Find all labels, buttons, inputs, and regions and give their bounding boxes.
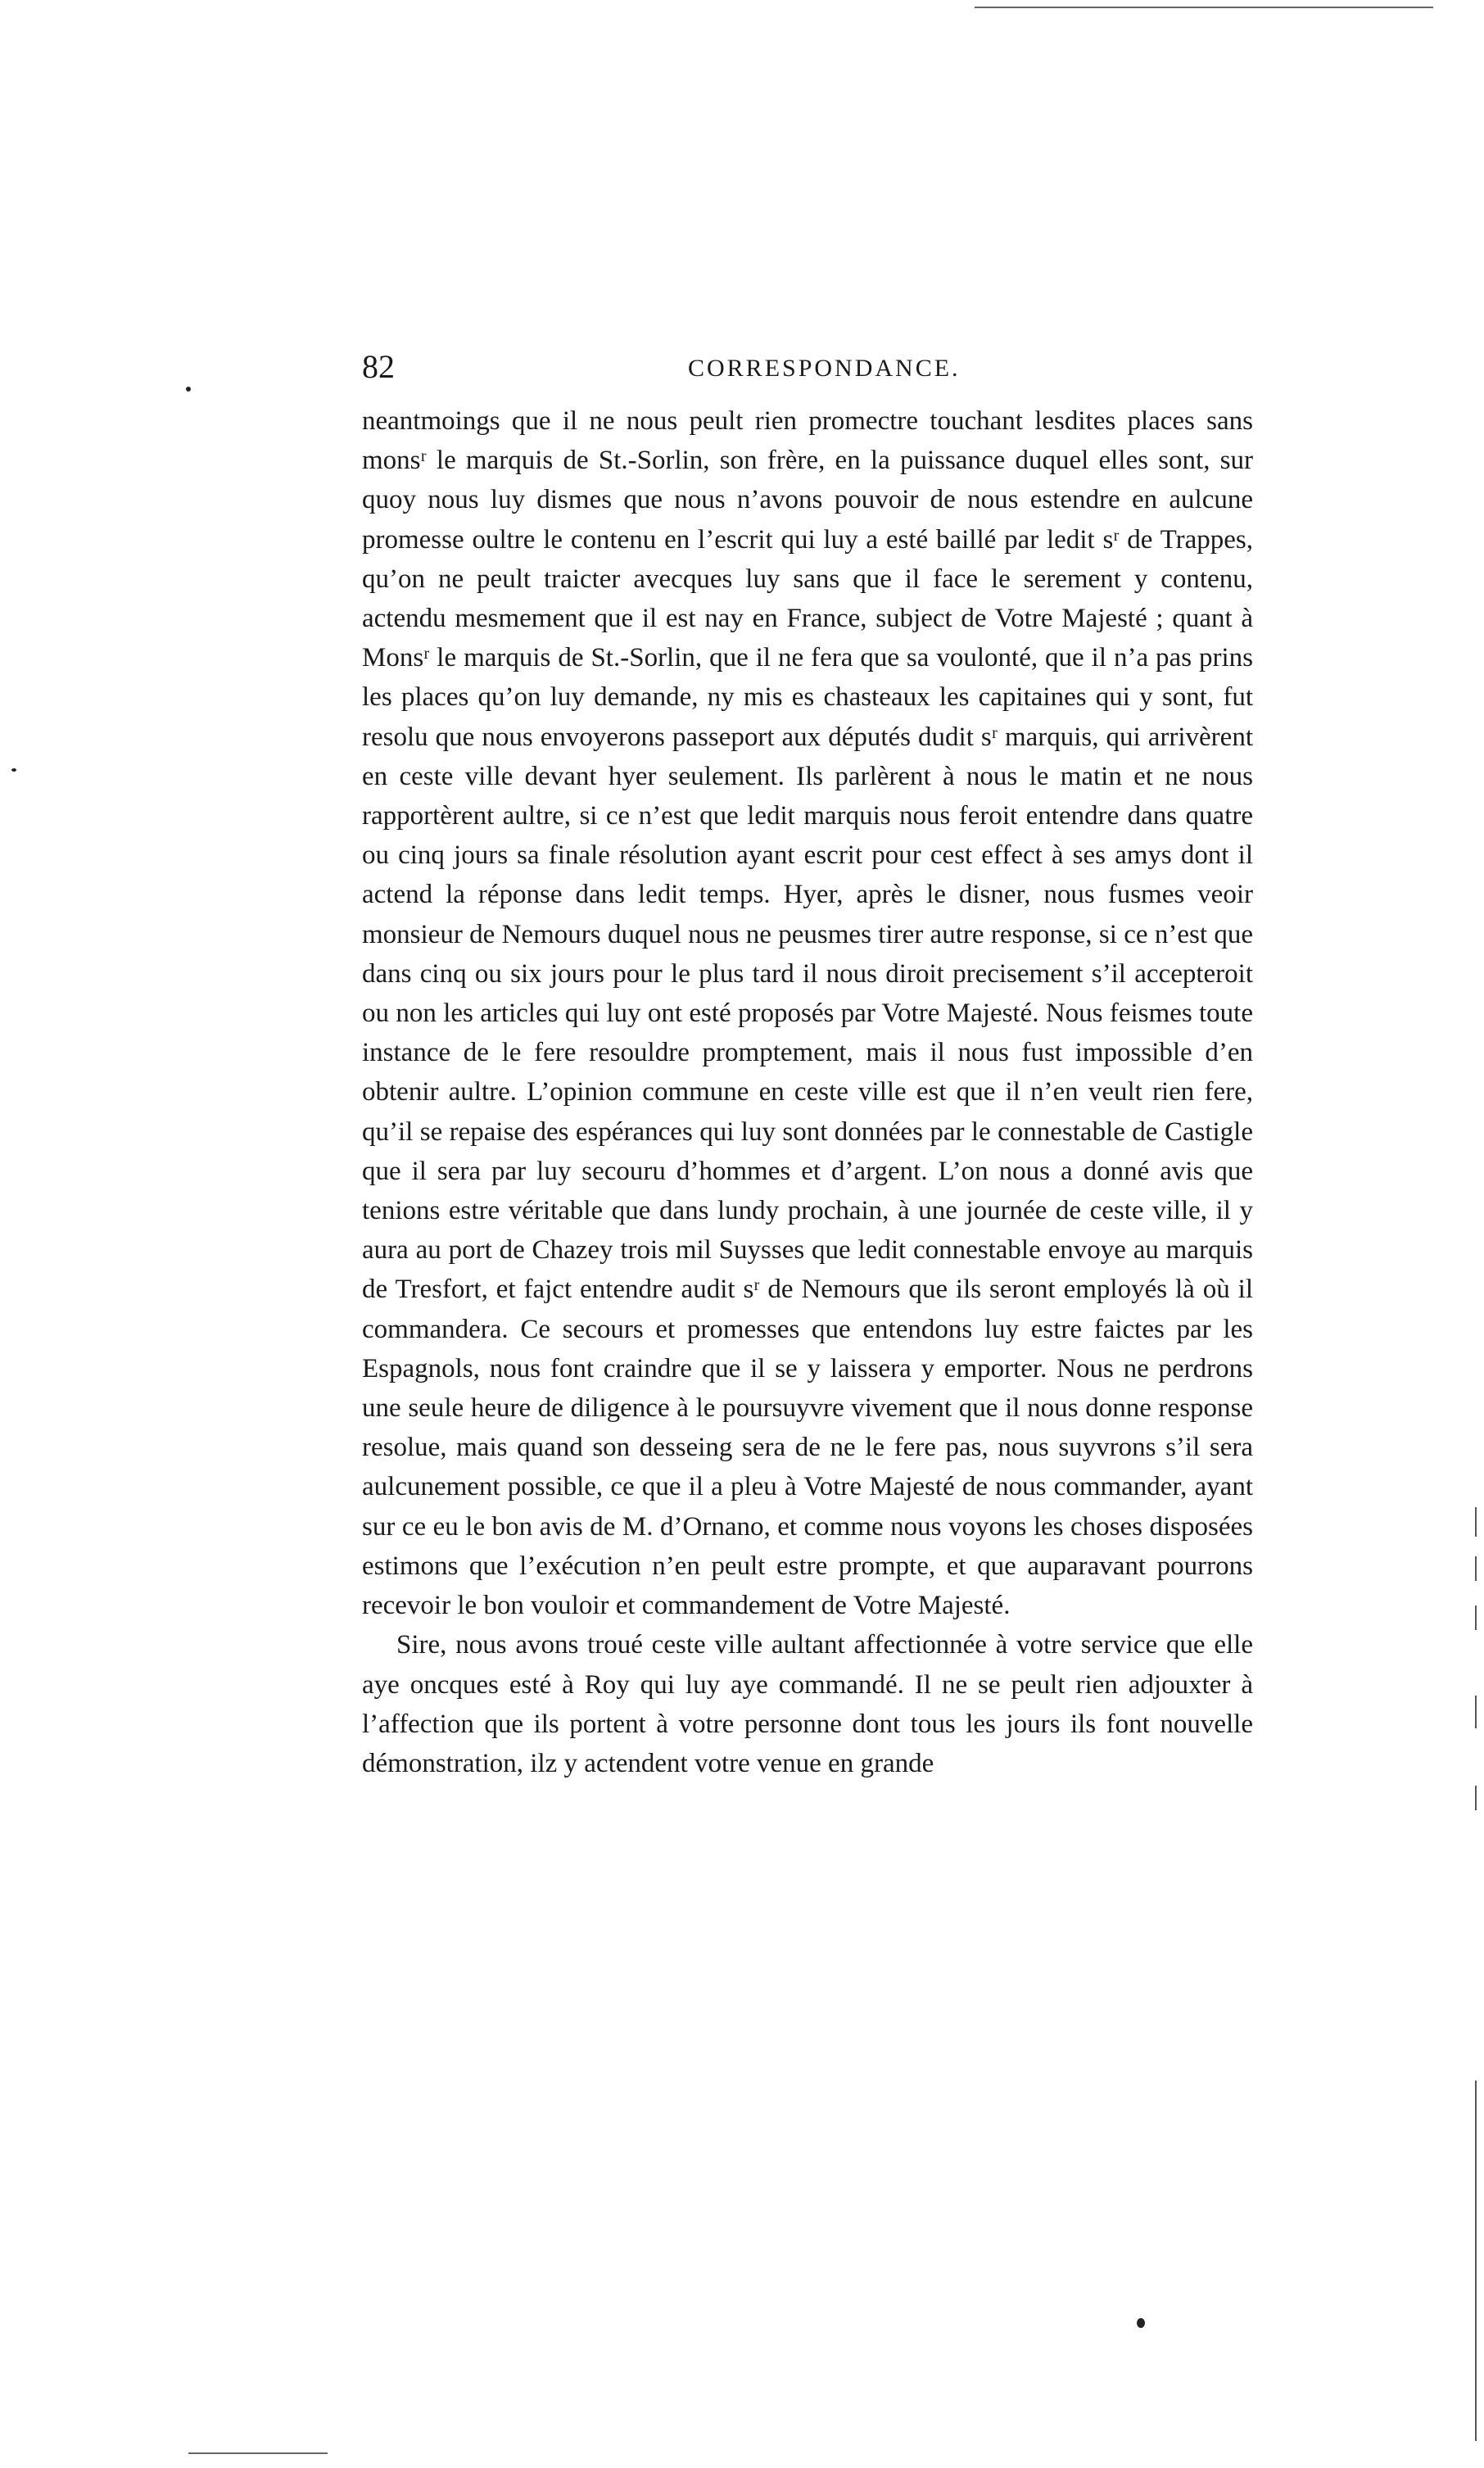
right-edge-rule	[1475, 1605, 1477, 1630]
paragraph-2: Sire, nous avons troué ceste ville aultant affectionnée à votre service que elle aye oncques esté à Roy qui luy aye commandé. Il ne se peult rien adjouxter à l’affection que ils portent à votre personne dont tous les jours ils font nouvelle démonstration, ilz y actendent votre venue en grande	[362, 1630, 1253, 1778]
running-title: CORRESPONDANCE.	[688, 355, 961, 382]
margin-speck	[186, 387, 191, 392]
body-text	[362, 401, 1253, 1783]
paragraph-1: neantmoings que il ne nous peult rien promectre touchant lesdites places sans monsʳ le marquis de St.-Sorlin, son frère, en la puissance duquel elles sont, sur quoy nous luy dismes que nous n’avons pouvoir de nous estendre en aulcune promesse oultre le contenu en l’escrit qui luy a esté baillé par ledit sʳ de Trappes, qu’on ne peult traicter avecques luy sans que il face le serement y contenu, actendu mesmement que il est nay en France, subject de Votre Majesté ; quant à Monsʳ le marquis de St.-Sorlin, que il ne fera que sa voulonté, que il n’a pas prins les places qu’on luy demande, ny mis es chasteaux les capitaines qui y sont, fut resolu que nous envoyerons passeport aux députés dudit sʳ marquis, qui arrivèrent en ceste ville devant hyer seulement. Ils parlèrent à nous le matin et ne nous rapportèrent aultre, si ce n’est que ledit marquis nous feroit entendre dans quatre ou cinq jours sa finale résolution ayant escrit pour cest effect à ses amys dont il actend la réponse dans ledit temps. Hyer, après le disner, nous fusmes veoir monsieur de Nemours duquel nous ne peusmes tirer autre response, si ce n’est que dans cinq ou six jours pour le plus tard il nous diroit precisement s’il accepteroit ou non les articles qui luy ont esté proposés par Votre Majesté. Nous feismes toute instance de le fere resouldre promptement, mais il nous fust impossible d’en obtenir aultre. L’opinion commune en ceste ville est que il n’en veult rien fere, qu’il se repaise des espérances qui luy sont données par le connestable de Castigle que il sera par luy secouru d’hommes et d’argent. L’on nous a donné avis que tenions estre véritable que dans lundy prochain, à une journée de ceste ville, il y aura au port de Chazey trois mil Suysses que ledit connestable envoye au marquis de Tresfort, et fajct entendre audit sʳ de Nemours que ils seront employés là où il commandera. Ce secours et promesses que entendons luy estre faictes par les Espagnols, nous font craindre que il se y laissera y emporter. Nous ne perdrons une seule heure de diligence à le poursuyvre vivement que il nous donne response resolue, mais quand son desseing sera de ne le fere pas, nous suyvrons s’il sera aulcunement possible, ce que il a pleu à Votre Majesté de nous commander, ayant sur ce eu le bon avis de M. d’Ornano, et comme nous voyons les choses disposées estimons que l’exécution n’en peult estre prompte, et que auparavant pourrons recevoir le bon vouloir et commandement de Votre Majesté.	[362, 406, 1253, 1621]
right-edge-rule	[1475, 1507, 1477, 1537]
page-header	[362, 342, 1253, 392]
right-edge-rule	[1475, 2081, 1477, 2441]
right-edge-rule	[1475, 1696, 1477, 1728]
top-edge-rule	[975, 7, 1433, 8]
page-number: 82	[362, 348, 395, 385]
margin-speck	[11, 768, 16, 772]
right-edge-rule	[1475, 1786, 1477, 1810]
bottom-edge-rule	[188, 2452, 328, 2454]
right-edge-rule	[1475, 1556, 1477, 1581]
margin-speck	[1137, 2318, 1145, 2328]
